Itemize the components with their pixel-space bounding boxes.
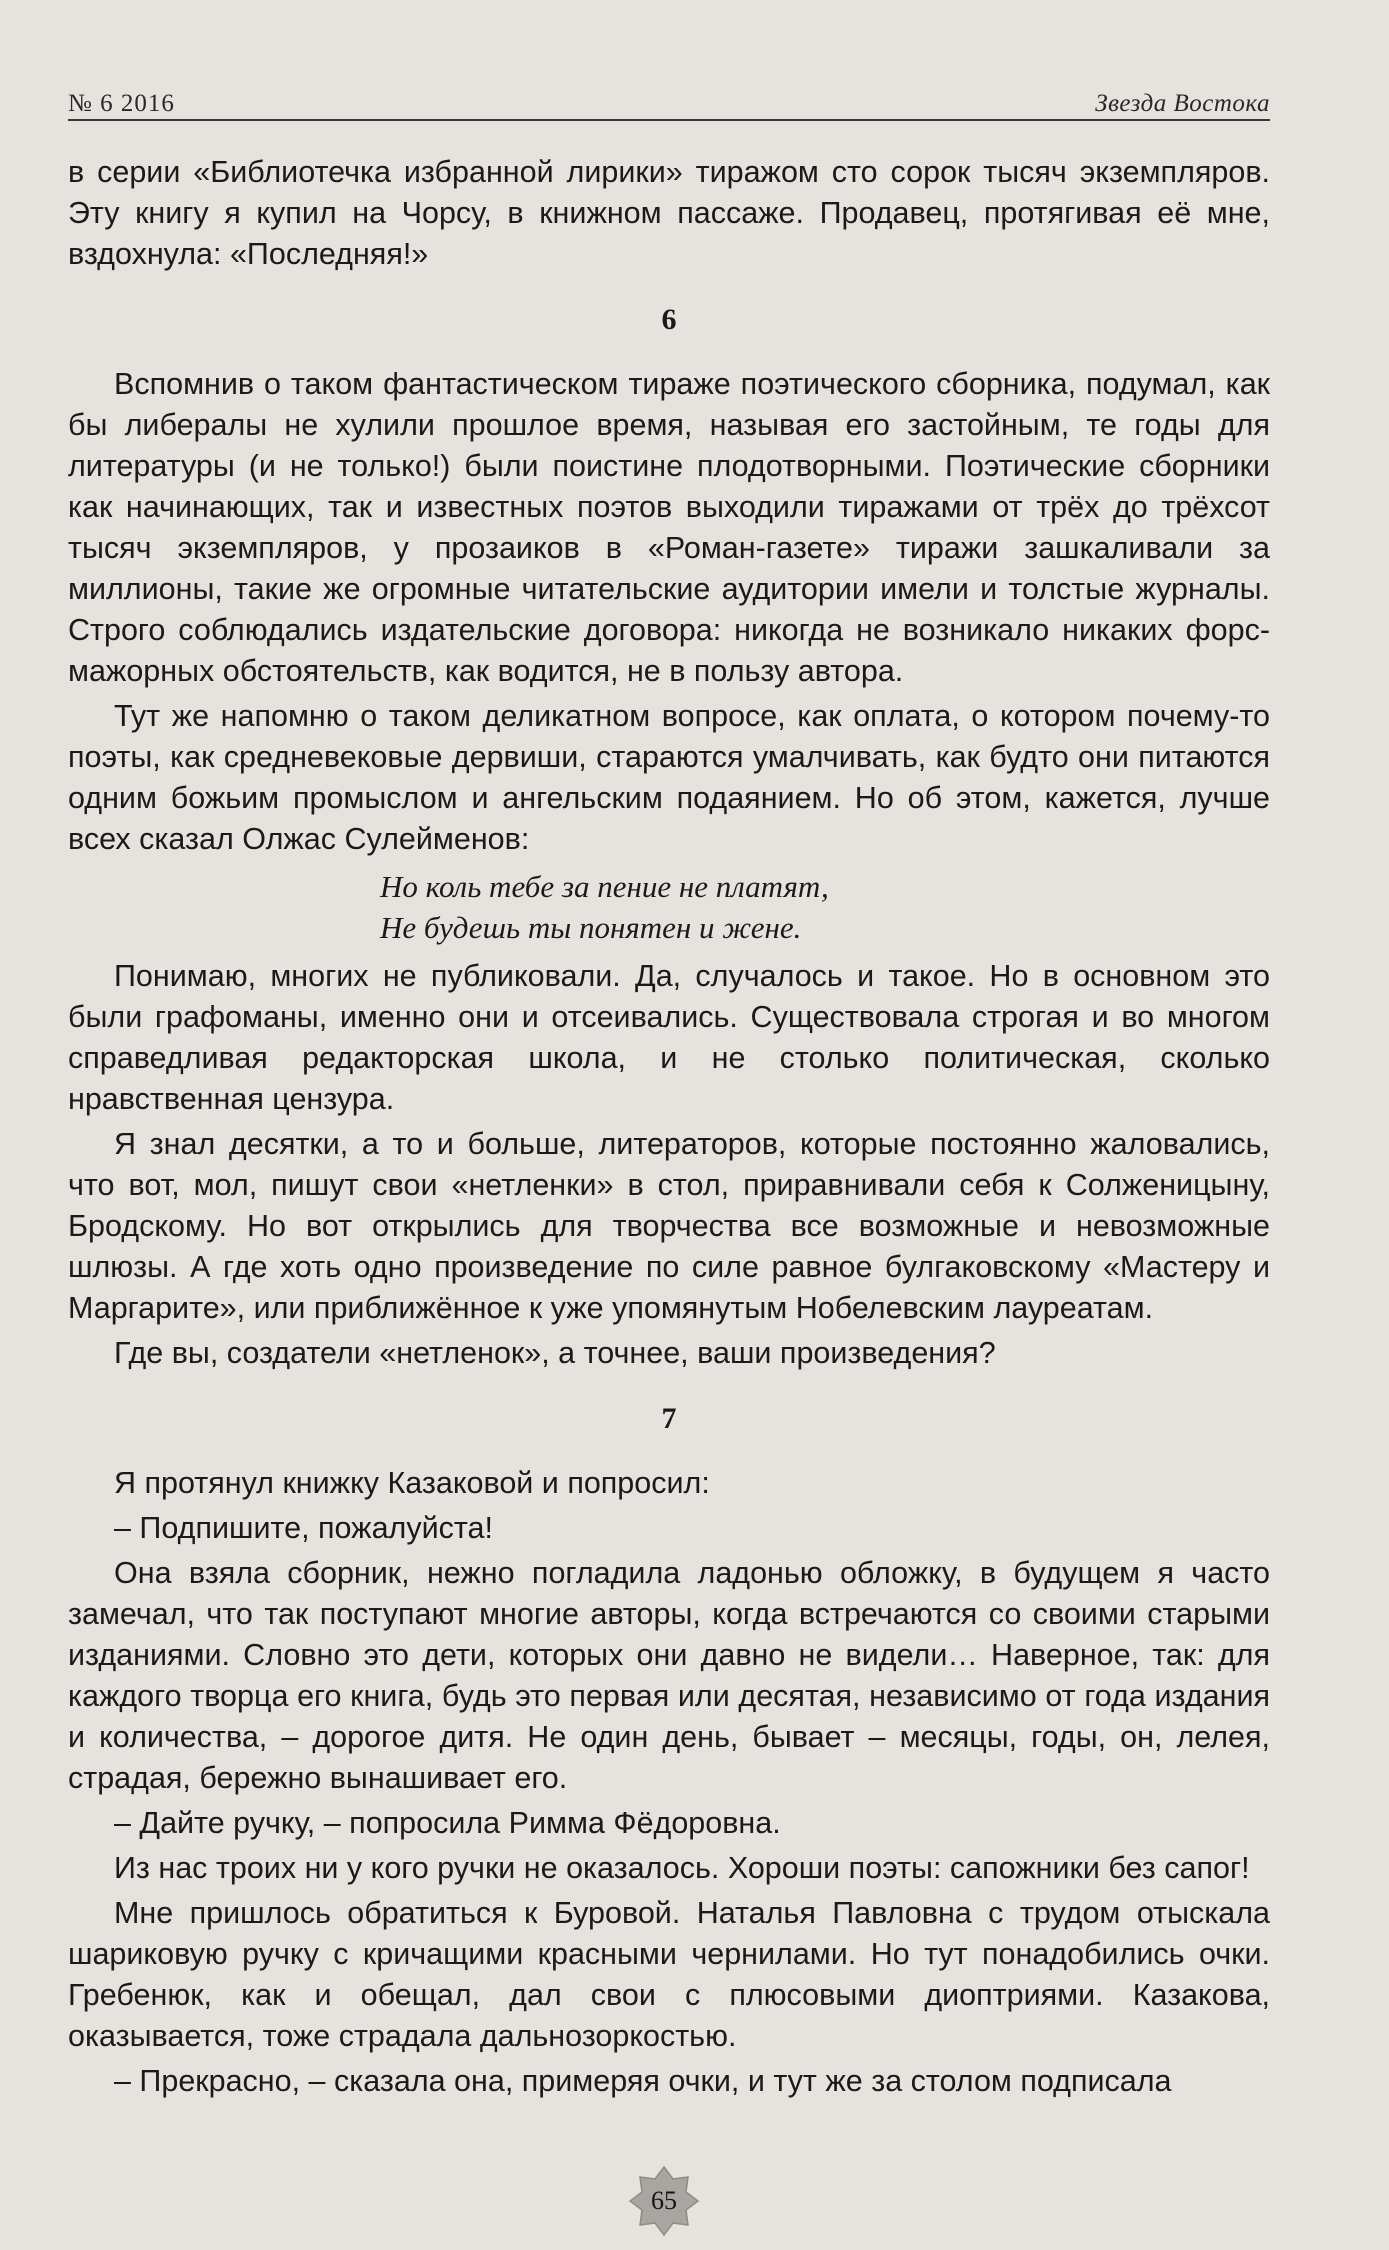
paragraph: в серии «Библиотечка избранной лирики» тиражом сто сорок тысяч экземпляров. Эту книгу я купил на Чорсу, в книжном пассаже. Продавец, протягивая её мне, вздохнула: «Последняя!» — [68, 155, 1270, 271]
section-number-7: 7 — [661, 1402, 677, 1435]
paragraph: Тут же напомню о таком деликатном вопросе, как оплата, о котором почему-то поэты, как средневековые дервиши, стараются умалчивать, как будто они питаются одним божьим промыслом и ангельским подаянием. Но об этом, кажется, лучше всех сказал Олжас Сулейменов: — [68, 699, 1270, 856]
journal-title: Звезда Востока — [1095, 90, 1270, 117]
issue-number: № 6 2016 — [68, 90, 175, 117]
paragraph: Где вы, создатели «нетленок», а точнее, ваши произведения? — [114, 1336, 996, 1370]
page-number: 65 — [651, 2186, 677, 2215]
paragraph: – Подпишите, пожалуйста! — [114, 1511, 493, 1545]
poem-quote — [68, 866, 1270, 948]
paragraph: – Дайте ручку, – попросила Римма Фёдоровна. — [114, 1806, 781, 1840]
paragraph: Она взяла сборник, нежно погладила ладонью обложку, в будущем я часто замечал, что так поступают многие авторы, когда встречаются со своими старыми изданиями. Словно это дети, которых они давно не видели… Наверное, так: для каждого творца его книга, будь это первая или десятая, независимо от года издания и количества, – дорогое дитя. Не один день, бывает – месяцы, годы, он, лелея, страдая, бережно вынашивает его. — [68, 1556, 1270, 1795]
paragraph: Мне пришлось обратиться к Буровой. Наталья Павловна с трудом отыскала шариковую ручку с кричащими красными чернилами. Но тут понадобились очки. Гребенюк, как и обещал, дал свои с плюсовыми диоптриями. Казакова, оказывается, тоже страдала дальнозоркостью. — [68, 1896, 1270, 2053]
page-number-badge — [628, 2165, 700, 2237]
poem-line: Но коль тебе за пение не платят, — [380, 869, 829, 904]
section-number-6: 6 — [661, 303, 677, 336]
paragraph: Вспомнив о таком фантастическом тираже поэтического сборника, подумал, как бы либералы не хулили прошлое время, называя его застойным, те годы для литературы (и не только!) были поистине плодотворными. Поэтические сборники как начинающих, так и известных поэтов выходили тиражами от трёх до трёхсот тысяч экземпляров, у прозаиков в «Роман-газете» тиражи зашкаливали за миллионы, такие же огромные читательские аудитории имели и толстые журналы. Строго соблюдались издательские договора: никогда не возникало никаких форс-мажорных обстоятельств, как водится, не в пользу автора. — [68, 367, 1270, 688]
article-body — [68, 152, 1270, 2106]
paragraph: Понимаю, многих не публиковали. Да, случалось и такое. Но в основном это были графоманы, именно они и отсеивались. Существовала строгая и во многом справедливая редакторская школа, и не столько политическая, сколько нравственная цензура. — [68, 959, 1270, 1116]
poem-line: Не будешь ты понятен и жене. — [380, 910, 802, 945]
paragraph: Я знал десятки, а то и больше, литераторов, которые постоянно жаловались, что вот, мол, пишут свои «нетленки» в стол, приравнивали себя к Солженицыну, Бродскому. Но вот открылись для творчества все возможные и невозможные шлюзы. А где хоть одно произведение по силе равное булгаковскому «Мастеру и Маргарите», или приближённое к уже упомянутым Нобелевским лауреатам. — [68, 1127, 1270, 1325]
header-rule — [68, 119, 1270, 121]
paragraph: Я протянул книжку Казаковой и попросил: — [114, 1466, 710, 1500]
running-header — [68, 78, 1270, 118]
paragraph: Из нас троих ни у кого ручки не оказалось. Хороши поэты: сапожники без сапог! — [114, 1851, 1250, 1885]
paragraph: – Прекрасно, – сказала она, примеряя очки, и тут же за столом подписала — [114, 2064, 1172, 2098]
